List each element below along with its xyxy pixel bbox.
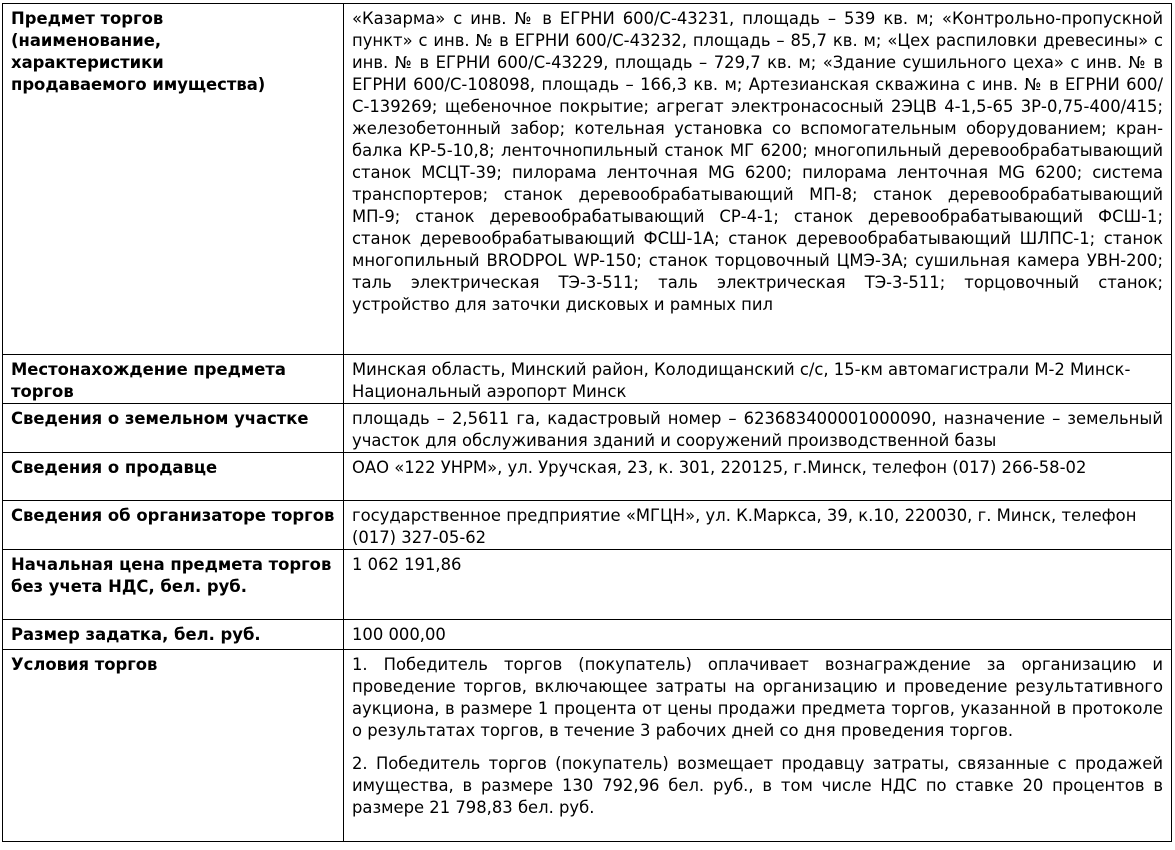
row-label-deposit: Размер задатка, бел. руб.: [3, 620, 344, 650]
row-label-conditions: Условия торгов: [3, 650, 344, 842]
table-row: [3, 620, 1172, 650]
row-label-land: Сведения о земельном участке: [3, 404, 344, 453]
row-value-conditions: [344, 650, 1172, 842]
row-label-organizer: Сведения об организаторе торгов: [3, 501, 344, 550]
table-row: [3, 453, 1172, 501]
condition-paragraph-2: 2. Победитель торгов (покупатель) возмещает продавцу затраты, связанные с продажей имущества, в размере 130 792,96 бел. руб., в том числе НДС по ставке 20 процентов в размере 21 798,83 бел. руб.: [352, 754, 1163, 817]
row-value-seller: ОАО «122 УНРМ», ул. Уручская, 23, к. 301, 220125, г.Минск, телефон (017) 266-58-02: [344, 453, 1172, 501]
row-value-subject: «Казарма» с инв. № в ЕГРНИ 600/С-43231, площадь – 539 кв. м; «Контрольно-пропускной пункт» с инв. № в ЕГРНИ 600/С-43232, площадь – 85,7 кв. м; «Цех распиловки древесины» с инв. № в ЕГРНИ 600/С-43229, площадь – 729,7 кв. м; «Здание сушильного цеха» с инв. № в ЕГРНИ 600/С-108098, площадь – 166,3 кв. м; Артезианская скважина с инв. № в ЕГРНИ 600/С-139269; щебеночное покрытие; агрегат электронасосный 2ЭЦВ 4-1,5-65 3Р-0,75-400/415; железобетонный забор; котельная установка со вспомогательным оборудованием; кран-балка КР-5-10,8; ленточнопильный станок МГ 6200; многопильный деревообрабатывающий станок МСЦТ-39; пилорама ленточная MG 6200; пилорама ленточная MG 6200; система транспортеров; станок деревообрабатывающий МП-8; станок деревообрабатывающий МП-9; станок деревообрабатывающий СР-4-1; станок деревообрабатывающий ФСШ-1; станок деревообрабатывающий ФСШ-1А; станок деревообрабатывающий ШЛПС-1; станок многопильный BRODPOL WP-150; станок торцовочный ЦМЭ-3А; сушильная камера УВН-200; таль электрическая ТЭ-3-511; таль электрическая ТЭ-3-511; торцовочный станок; устройство для заточки дисковых и рамных пил: [344, 4, 1172, 355]
table-row: [3, 4, 1172, 355]
table-row: [3, 501, 1172, 550]
condition-paragraph-1: 1. Победитель торгов (покупатель) оплачивает вознаграждение за организацию и проведение торгов, включающее затраты на организацию и проведение результативного аукциона, в размере 1 процента от цены продажи предмета торгов, указанной в протоколе о результатах торгов, в течение 3 рабочих дней со дня проведения торгов.: [352, 655, 1163, 740]
row-value-deposit: 100 000,00: [344, 620, 1172, 650]
row-label-seller: Сведения о продавце: [3, 453, 344, 501]
row-value-location: Минская область, Минский район, Колодищанский с/с, 15-км автомагистрали М-2 Минск-Национальный аэропорт Минск: [344, 355, 1172, 404]
row-label-location: Местонахождение предмета торгов: [3, 355, 344, 404]
auction-info-table: [2, 3, 1172, 842]
row-value-land: площадь – 2,5611 га, кадастровый номер – 623683400001000090, назначение – земельный участок для обслуживания зданий и сооружений производственной базы: [344, 404, 1172, 453]
table-row: [3, 650, 1172, 842]
table-row: [3, 355, 1172, 404]
row-label-start-price: Начальная цена предмета торгов без учета НДС, бел. руб.: [3, 550, 344, 620]
row-value-organizer: государственное предприятие «МГЦН», ул. К.Маркса, 39, к.10, 220030, г. Минск, телефон (017) 327-05-62: [344, 501, 1172, 550]
row-label-subject: Предмет торгов (наименование, характеристики продаваемого имущества): [3, 4, 344, 355]
table-row: [3, 404, 1172, 453]
table-row: [3, 550, 1172, 620]
row-value-start-price: 1 062 191,86: [344, 550, 1172, 620]
